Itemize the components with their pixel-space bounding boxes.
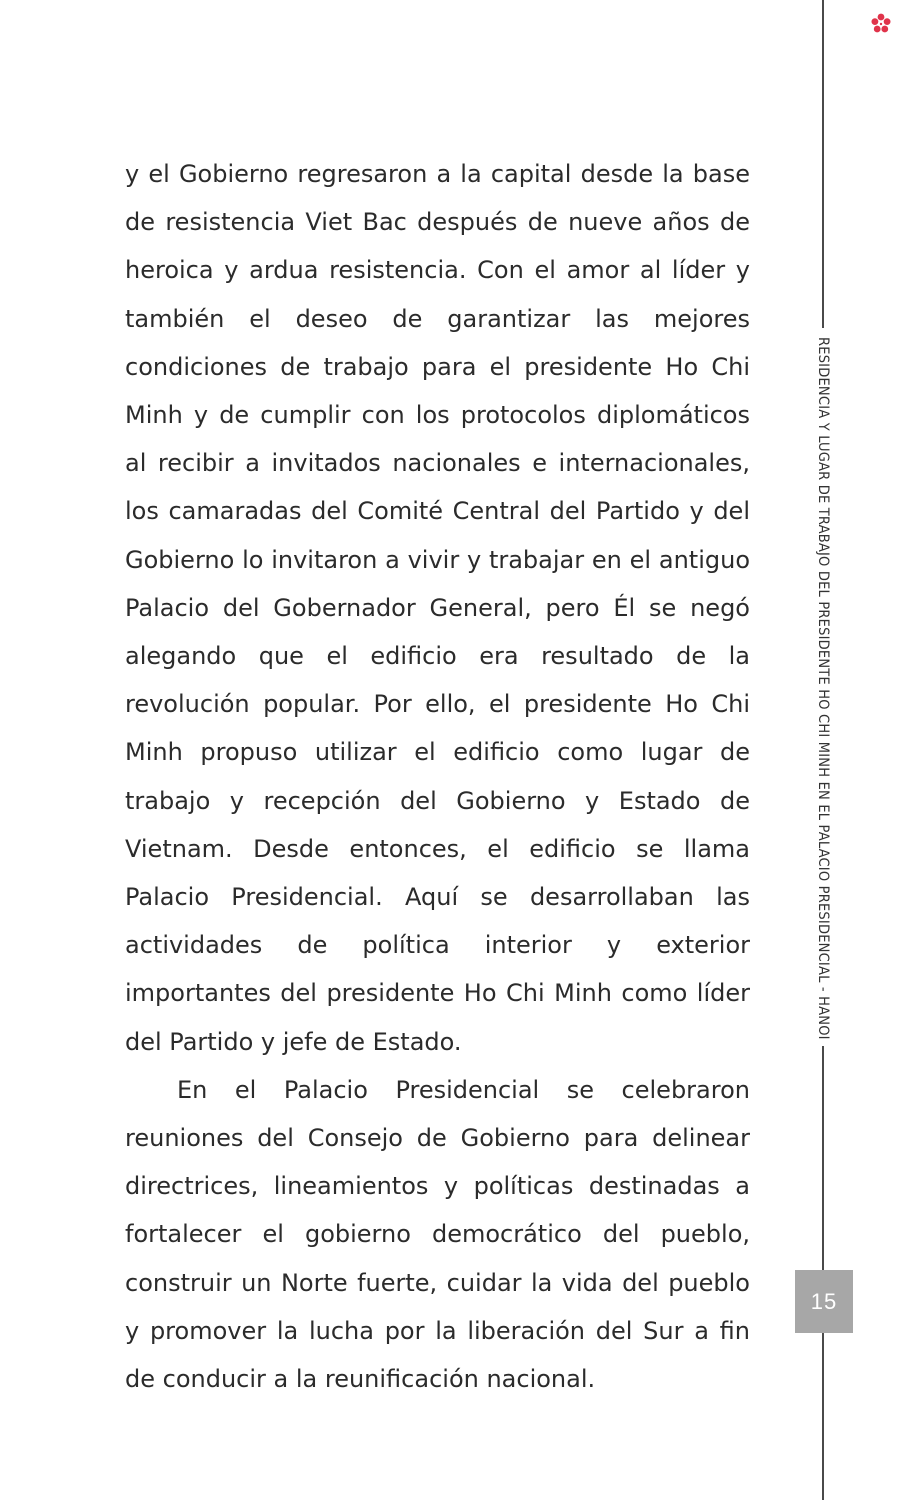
margin-rule-bottom	[822, 1333, 824, 1500]
paragraph-1: y el Gobierno regresaron a la capital desde la base de resistencia Viet Bac después de nueve años de heroica y ardua resistencia. Con el amor al líder y también el deseo de garantizar las mejores condiciones de trabajo para el presidente Ho Chi Minh y de cumplir con los protocolos diplomáticos al recibir a invitados nacionales e internacionales, los camaradas del Comité Central del Partido y del Gobierno lo invitaron a vivir y trabajar en el antiguo Palacio del Gobernador General, pero Él se negó alegando que el edificio era resultado de la revolución popular. Por ello, el presidente Ho Chi Minh propuso utilizar el edificio como lugar de trabajo y recepción del Gobierno y Estado de Vietnam. Desde entonces, el edificio se llama Palacio Presidencial. Aquí se desarrollaban las actividades de política interior y exterior importantes del presidente Ho Chi Minh como líder del Partido y jefe de Estado.	[125, 160, 750, 1056]
paragraph-2: En el Palacio Presidencial se celebraron reuniones del Consejo de Gobierno para delinear directrices, lineamientos y políticas destinadas a fortalecer el gobierno democrático del pueblo, construir un Norte fuerte, cuidar la vida del pueblo y promover la lucha por la liberación del Sur a fin de conducir a la reunificación nacional.	[125, 1075, 750, 1394]
page-number-box	[795, 1270, 853, 1333]
flower-icon	[869, 12, 893, 36]
page-number: 15	[810, 1288, 838, 1314]
body-text	[125, 150, 750, 1403]
margin-rule-top	[822, 0, 824, 328]
margin-rule-middle	[822, 1046, 824, 1270]
running-head: RESIDENCIA Y LUGAR DE TRABAJO DEL PRESIDENTE HO CHI MINH EN EL PALACIO PRESIDENCIAL - HANOI	[811, 337, 835, 1037]
